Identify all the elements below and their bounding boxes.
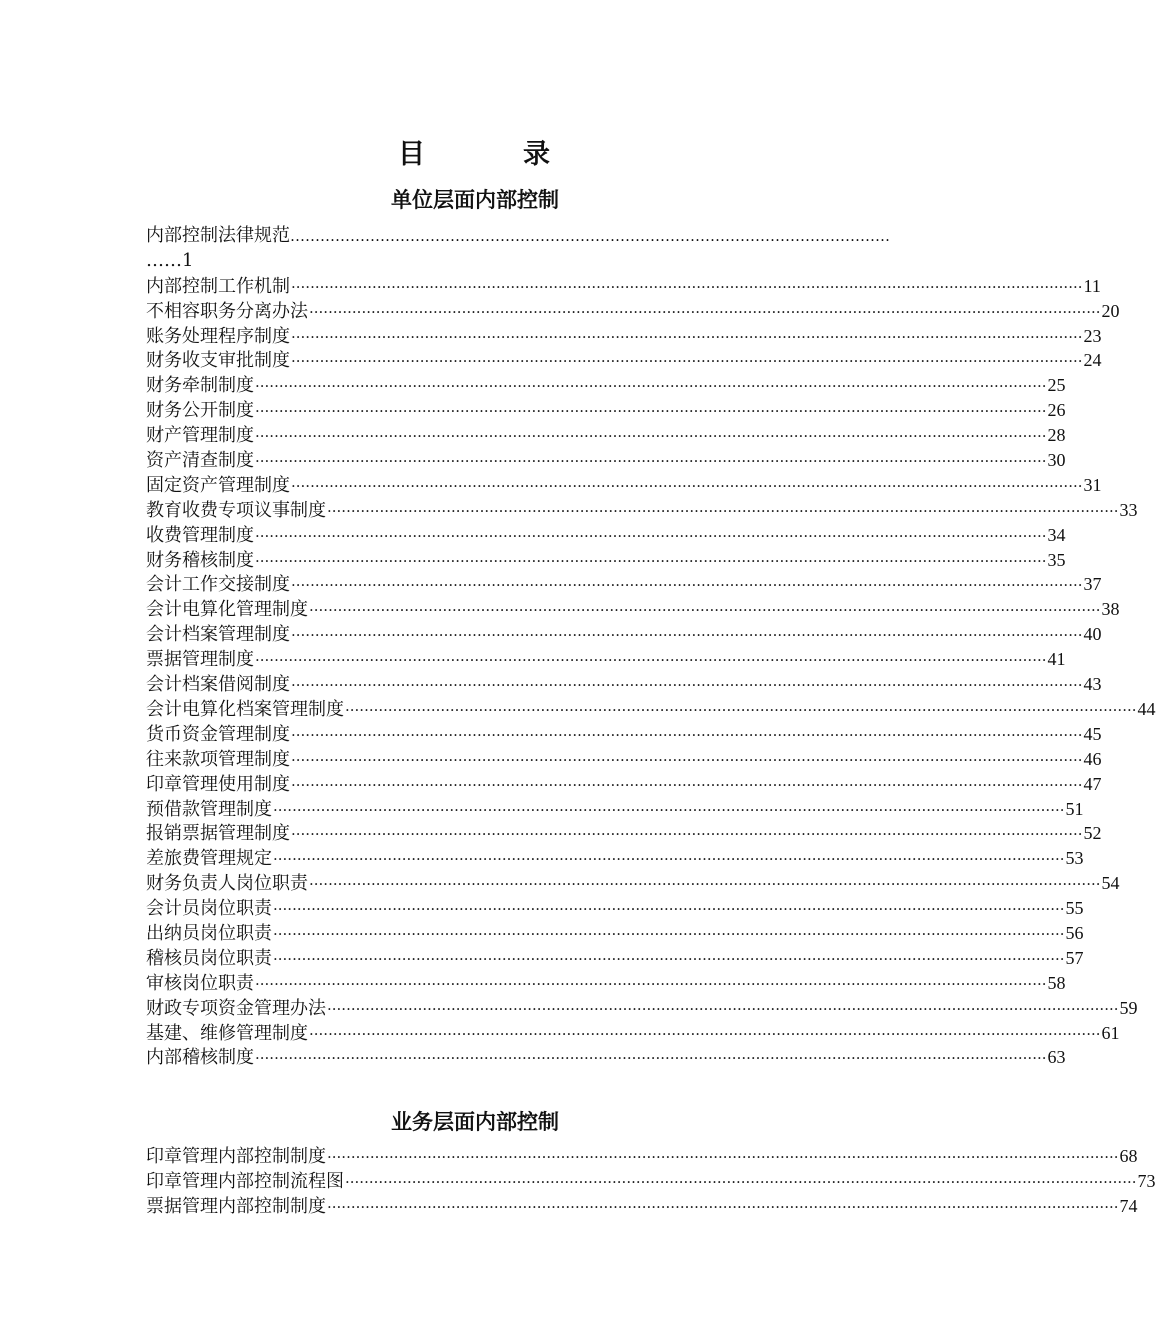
toc-dot-leader — [291, 573, 1083, 598]
toc-dot-leader — [255, 648, 1047, 673]
toc-entry-label: 财务稽核制度 — [146, 549, 254, 571]
toc-dot-leader — [273, 798, 1065, 823]
toc-page-number: 53 — [1065, 848, 1084, 869]
toc-entry[interactable] — [146, 548, 1066, 573]
toc-entry-label: 稽核员岗位职责 — [146, 947, 272, 969]
page-title — [0, 132, 950, 171]
toc-page-number: 44 — [1137, 698, 1156, 719]
toc-entry[interactable] — [146, 946, 1084, 971]
toc-dot-leader — [291, 748, 1083, 773]
toc-dot-leader — [291, 822, 1083, 847]
toc-dot-leader — [255, 399, 1047, 424]
toc-entry[interactable] — [146, 498, 1138, 523]
toc-entry[interactable] — [146, 747, 1102, 772]
toc-section-business-level — [146, 1144, 1156, 1219]
toc-entry-label: 基建、维修管理制度 — [146, 1022, 308, 1044]
toc-entry[interactable] — [146, 1045, 1066, 1070]
toc-page-number: 25 — [1047, 375, 1066, 396]
toc-dot-leader — [327, 1145, 1119, 1170]
toc-entry-label: 内部控制工作机制 — [146, 275, 290, 297]
section-heading-business-level: 业务层面内部控制 — [391, 1110, 559, 1134]
toc-page-number: 38 — [1101, 599, 1120, 620]
toc-page-number: 11 — [1083, 275, 1101, 296]
toc-entry-label: 会计电算化管理制度 — [146, 599, 308, 621]
toc-page-number: 63 — [1047, 1047, 1066, 1068]
toc-page-number: 68 — [1119, 1146, 1138, 1166]
toc-page-number: 59 — [1119, 997, 1138, 1018]
toc-entry-label: 内部控制法律规范 — [146, 225, 290, 246]
toc-entry[interactable] — [146, 647, 1066, 672]
toc-dot-leader — [255, 424, 1047, 449]
toc-dot-leader — [273, 847, 1065, 872]
toc-entry-label: 会计员岗位职责 — [146, 898, 272, 920]
toc-dot-leader — [291, 723, 1083, 748]
toc-entry[interactable] — [146, 324, 1102, 349]
toc-entry-continuation: ……1 — [146, 249, 194, 271]
toc-entry[interactable] — [146, 1021, 1120, 1046]
toc-entry-label: 差旅费管理规定 — [146, 848, 272, 870]
toc-page-number: 51 — [1065, 798, 1084, 819]
toc-dot-leader: ………………………………………………………………………………………………………… — [290, 227, 890, 245]
toc-page-number: 37 — [1083, 574, 1102, 595]
toc-page-number: 73 — [1137, 1170, 1156, 1191]
toc-entry-label: 财政专项资金管理办法 — [146, 997, 326, 1019]
toc-entry[interactable] — [146, 299, 1120, 324]
toc-entry-label: 印章管理内部控制流程图 — [146, 1170, 344, 1192]
toc-entry-label: 会计工作交接制度 — [146, 574, 290, 596]
toc-entry-label: 会计档案管理制度 — [146, 624, 290, 646]
toc-dot-leader — [327, 997, 1119, 1022]
toc-entry-label: 预借款管理制度 — [146, 798, 272, 820]
toc-page-number: 57 — [1065, 947, 1084, 968]
toc-entry-wrapped[interactable] — [146, 224, 890, 274]
toc-page-number: 20 — [1101, 300, 1120, 321]
toc-dot-leader — [327, 499, 1119, 524]
toc-entry-label: 财务公开制度 — [146, 400, 254, 422]
toc-page-number: 26 — [1047, 400, 1066, 421]
toc-section-unit-level — [146, 224, 1156, 1070]
toc-entry-label: 货币资金管理制度 — [146, 723, 290, 745]
toc-entry-label: 教育收费专项议事制度 — [146, 499, 326, 521]
toc-dot-leader — [255, 449, 1047, 474]
toc-entry[interactable] — [146, 423, 1066, 448]
toc-entry[interactable] — [146, 448, 1066, 473]
toc-entry[interactable] — [146, 921, 1084, 946]
toc-entry[interactable] — [146, 622, 1102, 647]
toc-page-number: 33 — [1119, 499, 1138, 520]
toc-entry[interactable] — [146, 373, 1066, 398]
toc-dot-leader — [273, 922, 1065, 947]
toc-page-number: 40 — [1083, 624, 1102, 645]
toc-entry-label: 票据管理制度 — [146, 649, 254, 671]
toc-entry-label: 印章管理使用制度 — [146, 773, 290, 795]
toc-page-number: 74 — [1119, 1195, 1138, 1216]
toc-dot-leader — [291, 673, 1083, 698]
toc-entry[interactable] — [146, 398, 1066, 423]
toc-page-number: 30 — [1047, 450, 1066, 471]
toc-dot-leader — [345, 1170, 1137, 1195]
toc-entry[interactable] — [146, 821, 1102, 846]
toc-entry-label: 出纳员岗位职责 — [146, 922, 272, 944]
toc-dot-leader — [255, 374, 1047, 399]
toc-dot-leader — [291, 325, 1083, 350]
section-heading-unit-level: 单位层面内部控制 — [391, 188, 559, 212]
toc-page-number: 31 — [1083, 474, 1102, 495]
toc-page-number: 23 — [1083, 325, 1102, 346]
toc-entry[interactable] — [146, 1169, 1156, 1194]
toc-entry-label: 审核岗位职责 — [146, 972, 254, 994]
toc-entry[interactable] — [146, 971, 1066, 996]
toc-page-number: 41 — [1047, 649, 1066, 670]
toc-entry-label: 报销票据管理制度 — [146, 823, 290, 845]
toc-page-number: 58 — [1047, 972, 1066, 993]
toc-entry-label: 会计档案借阅制度 — [146, 674, 290, 696]
toc-dot-leader — [273, 947, 1065, 972]
toc-entry-label: 财务负责人岗位职责 — [146, 873, 308, 895]
toc-entry[interactable] — [146, 523, 1066, 548]
toc-page-number: 61 — [1101, 1022, 1120, 1043]
title-char-left: 目 — [398, 139, 427, 170]
toc-dot-leader — [291, 349, 1083, 374]
toc-dot-leader — [255, 549, 1047, 574]
toc-dot-leader — [345, 698, 1137, 723]
toc-entry-label: 资产清查制度 — [146, 450, 254, 472]
toc-entry[interactable] — [146, 846, 1084, 871]
toc-entry[interactable] — [146, 697, 1156, 722]
toc-entry[interactable] — [146, 797, 1084, 822]
toc-entry[interactable] — [146, 572, 1102, 597]
toc-entry[interactable] — [146, 672, 1102, 697]
toc-dot-leader — [309, 872, 1101, 897]
toc-page-number: 28 — [1047, 425, 1066, 446]
toc-entry[interactable] — [146, 871, 1120, 896]
toc-dot-leader — [291, 474, 1083, 499]
toc-page-number: 46 — [1083, 748, 1102, 769]
toc-entry[interactable] — [146, 274, 1101, 299]
toc-entry-label: 财产管理制度 — [146, 425, 254, 447]
toc-entry-label: 往来款项管理制度 — [146, 748, 290, 770]
toc-page-number: 56 — [1065, 922, 1084, 943]
toc-page-number: 47 — [1083, 773, 1102, 794]
toc-dot-leader — [291, 275, 1083, 300]
toc-page-number: 55 — [1065, 898, 1084, 919]
toc-entry[interactable] — [146, 348, 1102, 373]
toc-dot-leader — [327, 1195, 1119, 1220]
toc-entry[interactable] — [146, 722, 1102, 747]
toc-dot-leader — [255, 1046, 1047, 1071]
toc-dot-leader — [291, 773, 1083, 798]
toc-page-number: 45 — [1083, 723, 1102, 744]
toc-entry-label: 固定资产管理制度 — [146, 474, 290, 496]
title-char-right: 录 — [523, 139, 552, 170]
toc-entry[interactable] — [146, 597, 1120, 622]
toc-dot-leader — [309, 598, 1101, 623]
toc-page-number: 34 — [1047, 524, 1066, 545]
toc-dot-leader — [309, 1022, 1101, 1047]
toc-page-number: 54 — [1101, 873, 1120, 894]
toc-entry[interactable] — [146, 772, 1102, 797]
toc-entry[interactable] — [146, 896, 1084, 921]
toc-entry-label: 财务牵制制度 — [146, 375, 254, 397]
toc-dot-leader — [273, 897, 1065, 922]
toc-entry-label: 收费管理制度 — [146, 524, 254, 546]
toc-entry-label: 账务处理程序制度 — [146, 325, 290, 347]
toc-entry-label: 内部稽核制度 — [146, 1047, 254, 1069]
toc-entry-label: 票据管理内部控制制度 — [146, 1195, 326, 1217]
toc-entry[interactable] — [146, 1194, 1138, 1219]
toc-entry[interactable] — [146, 996, 1138, 1021]
toc-dot-leader — [255, 524, 1047, 549]
toc-entry-label: 印章管理内部控制制度 — [146, 1146, 326, 1167]
toc-entry-label: 会计电算化档案管理制度 — [146, 698, 344, 720]
toc-page-number: 52 — [1083, 823, 1102, 844]
toc-entry[interactable] — [146, 473, 1102, 498]
toc-dot-leader — [309, 300, 1101, 325]
toc-entry[interactable] — [146, 1144, 1138, 1169]
toc-dot-leader — [255, 972, 1047, 997]
toc-page-number: 24 — [1083, 350, 1102, 371]
toc-entry-label: 不相容职务分离办法 — [146, 300, 308, 322]
toc-page-number: 35 — [1047, 549, 1066, 570]
toc-dot-leader — [291, 623, 1083, 648]
toc-entry-label: 财务收支审批制度 — [146, 350, 290, 372]
toc-page-number: 43 — [1083, 674, 1102, 695]
